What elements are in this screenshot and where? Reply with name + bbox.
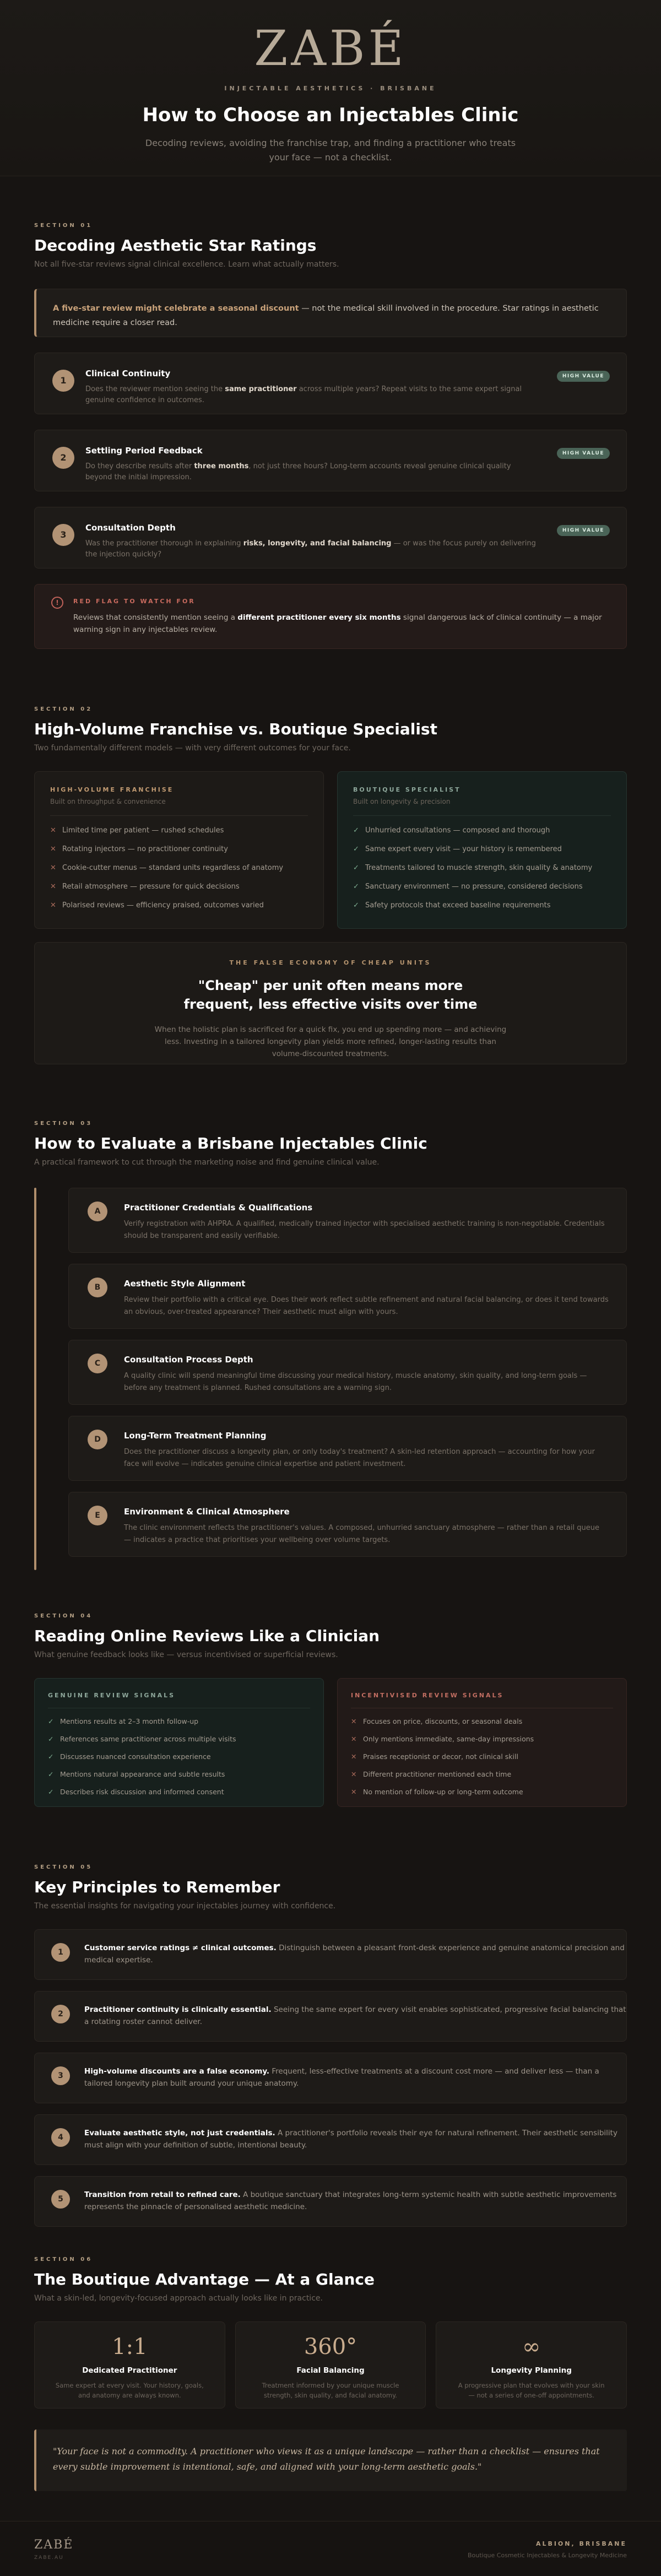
footer-domain-link[interactable]: ZABE.AU: [34, 2555, 64, 2561]
factor-number: 3: [52, 524, 74, 546]
stat-description: Same expert at every visit. Your history, goals, and anatomy are always known.: [55, 2382, 204, 2399]
list-item: ✓ Sanctuary environment — no pressure, considered decisions: [353, 878, 611, 896]
step-letter: A: [88, 1202, 107, 1221]
section-franchise-vs-boutique: [0, 706, 661, 1064]
section-boutique-advantage: [0, 2256, 661, 2491]
check-icon: ✓: [48, 1717, 54, 1725]
section-label: SECTION 05: [34, 1864, 93, 1870]
list-item: ✕ No mention of follow-up or long-term outcome: [351, 1783, 613, 1801]
principle-number: 1: [51, 1943, 70, 1962]
section-subtitle: Not all five-star reviews signal clinical excellence. Learn what actually matters.: [34, 260, 339, 269]
step-card: [68, 1416, 627, 1481]
list-item: ✓ Same expert every visit — your history is remembered: [353, 840, 611, 859]
stat-description: Treatment informed by your unique muscle strength, skin quality, and facial anatomy.: [262, 2382, 399, 2399]
list-item: ✕ Retail atmosphere — pressure for quick decisions: [50, 878, 308, 896]
step-title: Consultation Process Depth: [124, 1355, 253, 1365]
incentivised-signals-column: [337, 1678, 627, 1807]
red-flag-label: RED FLAG TO WATCH FOR: [73, 598, 196, 605]
evaluation-timeline: [34, 1188, 627, 1557]
stat-label: Facial Balancing: [296, 2366, 365, 2375]
list-item: ✓ References same practitioner across multiple visits: [48, 1730, 310, 1748]
check-icon: ✓: [353, 845, 359, 853]
principle-card: [34, 1991, 627, 2042]
step-title: Practitioner Credentials & Qualifications: [124, 1203, 313, 1213]
factor-card: [34, 430, 627, 491]
list-item: ✕ Focuses on price, discounts, or seasonal deals: [351, 1713, 613, 1730]
section-label: SECTION 03: [34, 1121, 93, 1127]
check-icon: ✓: [48, 1735, 54, 1743]
section-title: Reading Online Reviews Like a Clinician: [34, 1627, 380, 1645]
cross-icon: ✕: [50, 845, 56, 853]
section-label: SECTION 06: [34, 2256, 93, 2263]
cross-icon: ✕: [351, 1735, 357, 1743]
step-text: The clinic environment reflects the practitioner's values. A composed, unhurried sanctuary atmosphere — rather than a retail queue — indicates a practice that prioritises your wellbeing over volume targets.: [124, 1524, 599, 1544]
step-card: [68, 1340, 627, 1405]
factor-title: Consultation Depth: [85, 523, 176, 533]
factor-text: Does the reviewer mention seeing the same practitioner across multiple years? Repeat visits to the same expert signal genuine confidence in outcomes.: [85, 385, 522, 404]
stat-card: [436, 2321, 627, 2409]
callout-text: — not the medical skill involved in the procedure. Star ratings in aesthetic medicine require a closer read.: [53, 304, 599, 327]
section-subtitle: Two fundamentally different models — with very different outcomes for your face.: [34, 744, 351, 753]
step-text: Review their portfolio with a critical eye. Does their work reflect subtle refinement and natural facial balancing, or does it tend towards an obvious, over-treated appearance? Their aesthetic must align with yours.: [124, 1296, 609, 1316]
factor-text: Was the practitioner thorough in explaining risks, longevity, and facial balancing — or was the focus purely on delivering the injection quickly?: [85, 539, 536, 559]
list-item: ✓ Discusses nuanced consultation experience: [48, 1748, 310, 1766]
list-item: ✓ Unhurried consultations — composed and thorough: [353, 821, 611, 840]
stat-card: [235, 2321, 426, 2409]
stat-label: Dedicated Practitioner: [82, 2366, 177, 2375]
list-item: ✓ Mentions results at 2–3 month follow-up: [48, 1713, 310, 1730]
section-title: Key Principles to Remember: [34, 1878, 280, 1896]
false-economy-callout: [34, 942, 627, 1064]
boutique-column: [337, 771, 627, 929]
page-footer: [0, 2521, 661, 2576]
section-label: SECTION 01: [34, 223, 93, 229]
list-item: ✕ Polarised reviews — efficiency praised, outcomes varied: [50, 896, 308, 915]
cross-icon: ✕: [50, 901, 56, 910]
list-item: ✕ Praises receptionist or decor, not clinical skill: [351, 1748, 613, 1766]
principle-card: [34, 2053, 627, 2103]
callout-text: When the holistic plan is sacrificed for a quick fix, you end up spending more — and achieving less. Investing in a tailored longevity plan yields more refined, longer-lasting results than volume-discounted treatments.: [154, 1025, 507, 1058]
section-subtitle: A practical framework to cut through the marketing noise and find genuine clinical value.: [34, 1158, 380, 1167]
stat-value: 360°: [304, 2334, 357, 2359]
cross-icon: ✕: [50, 883, 56, 891]
high-value-badge: HIGH VALUE: [557, 525, 610, 536]
stat-value: ∞: [522, 2334, 541, 2359]
principle-card: [34, 1929, 627, 1980]
section-subtitle: What genuine feedback looks like — versus incentivised or superficial reviews.: [34, 1650, 338, 1659]
step-letter: D: [88, 1430, 107, 1449]
section-title: High-Volume Franchise vs. Boutique Specialist: [34, 720, 437, 738]
principle-number: 2: [51, 2005, 70, 2023]
principle-text: Evaluate aesthetic style, not just credentials. A practitioner's portfolio reveals their eye for natural refinement. Their aesthetic sensibility must align with your definition of subtle, intentional beauty.: [84, 2129, 617, 2150]
closing-quote: "Your face is not a commodity. A practitioner who views it as a unique landscape — rather than a checklist — ensures that every subtle improvement is intentional, safe, and aligned with your long-term aesthetic goals.": [34, 2429, 627, 2491]
principle-number: 4: [51, 2128, 70, 2147]
factor-number: 2: [52, 447, 74, 469]
principle-text: High-volume discounts are a false economy. Frequent, less-effective treatments at a discount cost more — and deliver less — than a tailored longevity plan built around your unique anatomy.: [84, 2067, 599, 2088]
check-icon: ✓: [48, 1752, 54, 1761]
step-title: Long-Term Treatment Planning: [124, 1431, 267, 1441]
callout-title: "Cheap" per unit often means more frequent, less effective visits over time: [183, 978, 478, 1012]
page-subtitle: Decoding reviews, avoiding the franchise trap, and finding a practitioner who treats your face — not a checklist.: [145, 138, 516, 163]
stat-value: 1:1: [112, 2334, 148, 2359]
cross-icon: ✕: [351, 1717, 357, 1725]
list-item: ✓ Safety protocols that exceed baseline requirements: [353, 896, 611, 915]
list-item: ✕ Rotating injectors — no practitioner continuity: [50, 840, 308, 859]
column-subtitle: Built on throughput & convenience: [50, 798, 308, 816]
section-subtitle: The essential insights for navigating your injectables journey with confidence.: [34, 1902, 336, 1911]
column-subtitle: Built on longevity & precision: [353, 798, 611, 816]
cross-icon: ✕: [50, 864, 56, 872]
list-item: ✕ Limited time per patient — rushed schedules: [50, 821, 308, 840]
check-icon: ✓: [353, 901, 359, 910]
stat-description: A progressive plan that evolves with your skin — not a series of one-off appointments.: [458, 2382, 605, 2399]
principle-number: 5: [51, 2190, 70, 2209]
factor-text: Do they describe results after three months, not just three hours? Long-term accounts reveal genuine clinical quality beyond the initial impression.: [85, 462, 511, 481]
high-value-badge: HIGH VALUE: [557, 371, 610, 382]
high-value-badge: HIGH VALUE: [557, 448, 610, 459]
red-flag-callout: [34, 584, 627, 649]
list-item: ✓ Describes risk discussion and informed consent: [48, 1783, 310, 1801]
principle-card: [34, 2114, 627, 2165]
step-letter: C: [88, 1354, 107, 1373]
list-item: ✓ Mentions natural appearance and subtle results: [48, 1766, 310, 1783]
step-card: [68, 1188, 627, 1253]
principle-card: [34, 2176, 627, 2227]
step-title: Aesthetic Style Alignment: [124, 1279, 246, 1289]
principle-number: 3: [51, 2066, 70, 2085]
section-online-reviews: [0, 1613, 661, 1807]
timeline-line: [34, 1188, 36, 1570]
callout-label: THE FALSE ECONOMY OF CHEAP UNITS: [229, 959, 432, 966]
footer-description: Boutique Cosmetic Injectables & Longevity Medicine: [467, 2552, 627, 2559]
brand-tagline: INJECTABLE AESTHETICS · BRISBANE: [224, 85, 437, 92]
footer-logo[interactable]: ZABÉ: [34, 2538, 74, 2552]
check-icon: ✓: [353, 826, 359, 835]
red-flag-text: Reviews that consistently mention seeing a different practitioner every six months signal dangerous lack of clinical continuity — a major warning sign in any injectables review.: [73, 613, 602, 634]
column-title: HIGH-VOLUME FRANCHISE: [50, 786, 174, 793]
step-text: Does the practitioner discuss a longevity plan, or only today's treatment? A skin-led retention approach — accounting for how your face will evolve — indicates genuine clinical expertise and patient investment.: [124, 1448, 595, 1468]
factor-card: [34, 507, 627, 569]
hero-header: [0, 0, 661, 176]
section-title: The Boutique Advantage — At a Glance: [34, 2270, 375, 2288]
check-icon: ✓: [48, 1770, 54, 1778]
franchise-column: [34, 771, 324, 929]
step-text: Verify registration with AHPRA. A qualified, medically trained injector with specialised aesthetic training is non-negotiable. Credentials should be transparent and easily verifiable.: [124, 1220, 605, 1240]
section-title: Decoding Aesthetic Star Ratings: [34, 236, 317, 255]
cross-icon: ✕: [351, 1770, 357, 1778]
section-evaluate-clinic: [0, 1121, 661, 1568]
page-title: How to Choose an Injectables Clinic: [142, 104, 519, 126]
section-key-principles: [0, 1864, 661, 2227]
step-title: Environment & Clinical Atmosphere: [124, 1507, 290, 1517]
section-label: SECTION 04: [34, 1613, 93, 1619]
factor-number: 1: [52, 370, 74, 392]
genuine-signals-column: [34, 1678, 324, 1807]
step-card: [68, 1264, 627, 1329]
step-card: [68, 1492, 627, 1557]
callout-quote: [34, 289, 627, 337]
stat-card: [34, 2321, 225, 2409]
list-item: ✕ Cookie-cutter menus — standard units regardless of anatomy: [50, 859, 308, 878]
callout-strong: A five-star review might celebrate a seasonal discount: [53, 304, 299, 313]
cross-icon: ✕: [351, 1752, 357, 1761]
factor-title: Clinical Continuity: [85, 369, 171, 378]
principle-text: Transition from retail to refined care. A boutique sanctuary that integrates long-term systemic health with subtle aesthetic improvements represents the pinnacle of personalised aesthetic medicine.: [84, 2190, 617, 2211]
column-title: GENUINE REVIEW SIGNALS: [48, 1692, 310, 1708]
section-title: How to Evaluate a Brisbane Injectables Clinic: [34, 1134, 427, 1152]
factor-card: [34, 353, 627, 414]
principle-text: Customer service ratings ≠ clinical outcomes. Distinguish between a pleasant front-desk experience and genuine anatomical precision and medical expertise.: [84, 1944, 625, 1965]
check-icon: ✓: [48, 1788, 54, 1796]
column-title: BOUTIQUE SPECIALIST: [353, 786, 461, 793]
section-label: SECTION 02: [34, 706, 93, 712]
section-star-ratings: [0, 223, 661, 649]
principle-text: Practitioner continuity is clinically essential. Seeing the same expert for every visit enables sophisticated, progressive facial balancing that a rotating roster cannot deliver.: [84, 2005, 626, 2026]
check-icon: ✓: [353, 864, 359, 872]
factor-title: Settling Period Feedback: [85, 446, 203, 456]
warning-icon: !: [51, 597, 63, 609]
step-text: A quality clinic will spend meaningful time discussing your medical history, muscle anatomy, skin quality, and long-term goals — before any treatment is planned. Rushed consultations are a warning sign.: [124, 1372, 587, 1392]
list-item: ✕ Different practitioner mentioned each time: [351, 1766, 613, 1783]
step-letter: E: [88, 1506, 107, 1525]
column-title: INCENTIVISED REVIEW SIGNALS: [351, 1692, 613, 1708]
cross-icon: ✕: [351, 1788, 357, 1796]
check-icon: ✓: [353, 883, 359, 891]
list-item: ✓ Treatments tailored to muscle strength, skin quality & anatomy: [353, 859, 611, 878]
list-item: ✕ Only mentions immediate, same-day impressions: [351, 1730, 613, 1748]
footer-location: ALBION, BRISBANE: [535, 2540, 627, 2547]
stat-label: Longevity Planning: [491, 2366, 572, 2375]
step-letter: B: [88, 1278, 107, 1297]
cross-icon: ✕: [50, 826, 56, 835]
brand-logo[interactable]: ZABÉ: [254, 20, 407, 77]
section-subtitle: What a skin-led, longevity-focused approach actually looks like in practice.: [34, 2294, 323, 2303]
